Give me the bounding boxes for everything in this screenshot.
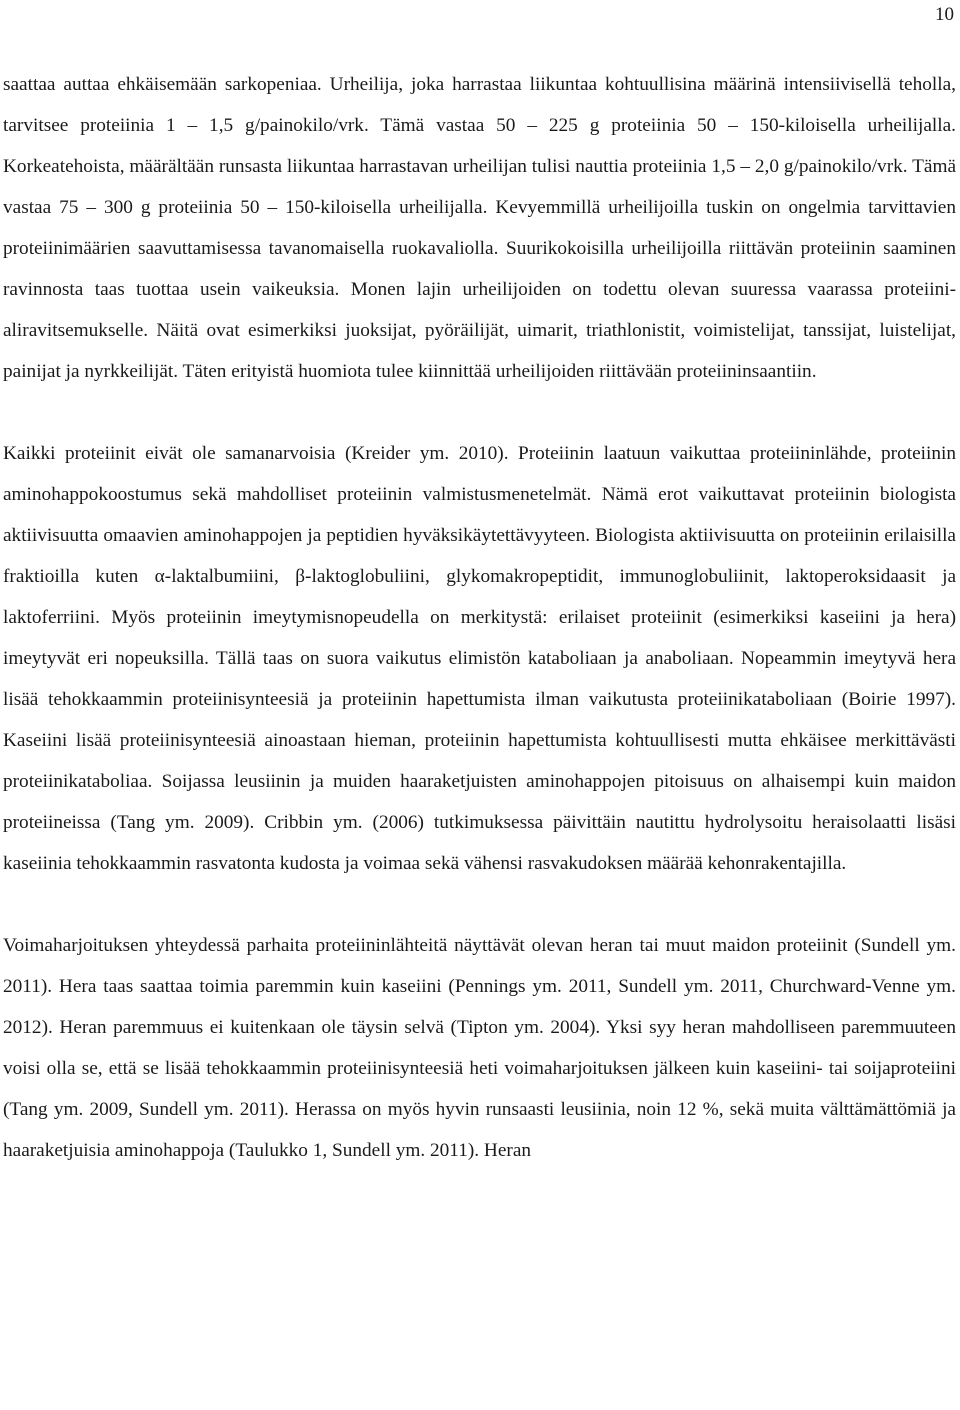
body-text — [3, 64, 956, 1171]
paragraph-whey-resistance-training: Voimaharjoituksen yhteydessä parhaita proteiininlähteitä näyttävät olevan heran tai muut maidon proteiinit (Sundell ym. 2011). Hera taas saattaa toimia paremmin kuin kaseiini (Pennings ym. 2011, Sundell ym. 2011, Churchward-Venne ym. 2012). Heran paremmuus ei kuitenkaan ole täysin selvä (Tipton ym. 2004). Yksi syy heran mahdolliseen paremmuuteen voisi olla se, että se lisää tehokkaammin proteiinisynteesiä heti voimaharjoituksen jälkeen kuin kaseiini- tai soijaproteiini (Tang ym. 2009, Sundell ym. 2011). Herassa on myös hyvin runsaasti leusiinia, noin 12 %, sekä muita välttämättömiä ja haaraketjuisia aminohappoja (Taulukko 1, Sundell ym. 2011). Heran — [3, 935, 956, 1161]
paragraph-protein-quality: Kaikki proteiinit eivät ole samanarvoisia (Kreider ym. 2010). Proteiinin laatuun vaikuttaa proteiininlähde, proteiinin aminohappokoostumus sekä mahdolliset proteiinin valmistusmenetelmät. Nämä erot vaikuttavat proteiinin biologista aktiivisuutta omaavien aminohappojen ja peptidien hyväksikäytettävyyteen. Biologista aktiivisuutta on proteiinin erilaisilla fraktioilla kuten α-laktalbumiini, β-laktoglobuliini, glykomakropeptidit, immunoglobuliinit, laktoperoksidaasit ja laktoferriini. Myös proteiinin imeytymisnopeudella on merkitystä: erilaiset proteiinit (esimerkiksi kaseiini ja hera) imeytyvät eri nopeuksilla. Tällä taas on suora vaikutus elimistön kataboliaan ja anaboliaan. Nopeammin imeytyvä hera lisää tehokkaammin proteiinisynteesiä ja proteiinin hapettumista ilman vaikutusta proteiinikataboliaan (Boirie 1997). Kaseiini lisää proteiinisynteesiä ainoastaan hieman, proteiinin hapettumista kohtuullisesti mutta ehkäisee merkittävästi proteiinikataboliaa. Soijassa leusiinin ja muiden haaraketjuisten aminohappojen pitoisuus on alhaisempi kuin maidon proteiineissa (Tang ym. 2009). Cribbin ym. (2006) tutkimuksessa päivittäin nautittu hydrolysoitu heraisolaatti lisäsi kaseiinia tehokkaammin rasvatonta kudosta ja voimaa sekä vähensi rasvakudoksen määrää kehonrakentajilla. — [3, 443, 956, 874]
paragraph-protein-intake: saattaa auttaa ehkäisemään sarkopeniaa. Urheilija, joka harrastaa liikuntaa kohtuullisina määrinä intensiivisellä teholla, tarvitsee proteiinia 1 – 1,5 g/painokilo/vrk. Tämä vastaa 50 – 225 g proteiinia 50 – 150-kiloisella urheilijalla. Korkeatehoista, määrältään runsasta liikuntaa harrastavan urheilijan tulisi nauttia proteiinia 1,5 – 2,0 g/painokilo/vrk. Tämä vastaa 75 – 300 g proteiinia 50 – 150-kiloisella urheilijalla. Kevyemmillä urheilijoilla tuskin on ongelmia tarvittavien proteiinimäärien saavuttamisessa tavanomaisella ruokavaliolla. Suurikokoisilla urheilijoilla riittävän proteiinin saaminen ravinnosta taas tuottaa usein vaikeuksia. Monen lajin urheilijoiden on todettu olevan suuressa vaarassa proteiini-aliravitsemukselle. Näitä ovat esimerkiksi juoksijat, pyöräilijät, uimarit, triathlonistit, voimistelijat, tanssijat, luistelijat, painijat ja nyrkkeilijät. Täten erityistä huomiota tulee kiinnittää urheilijoiden riittävään proteiininsaantiin. — [3, 74, 956, 382]
page-number: 10 — [935, 4, 954, 25]
